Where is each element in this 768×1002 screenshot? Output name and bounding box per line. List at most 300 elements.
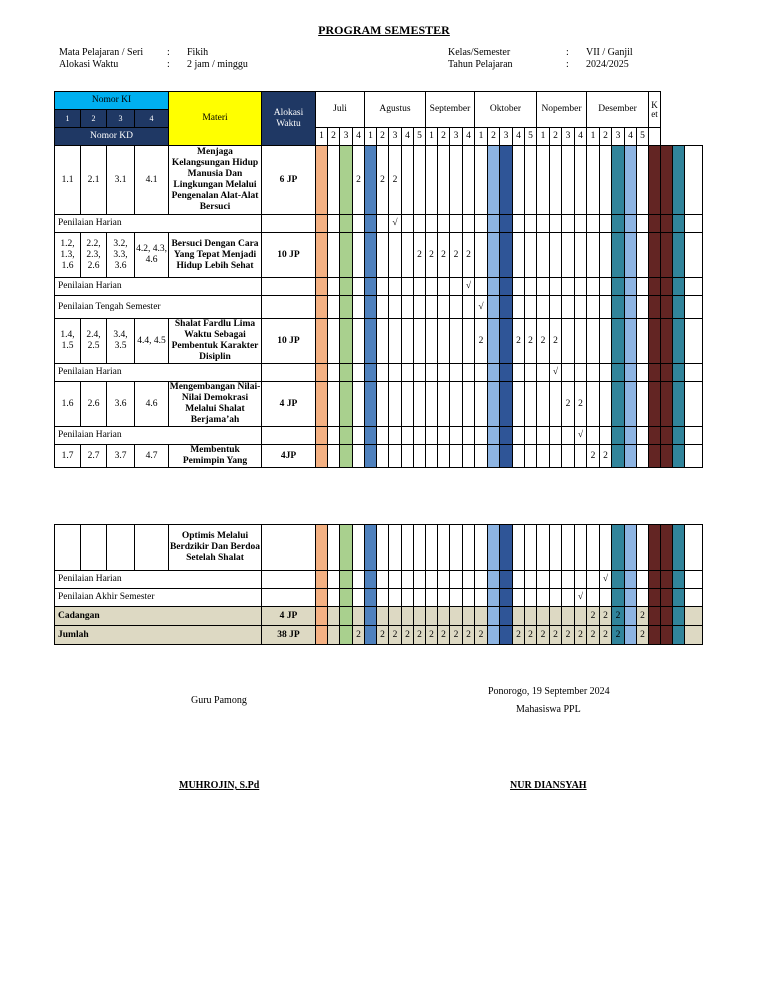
week-cell xyxy=(513,364,525,382)
week-cell xyxy=(673,278,685,296)
jp-mark: 2 xyxy=(537,319,550,364)
week-cell xyxy=(661,626,673,645)
week-cell xyxy=(575,571,587,589)
week-cell xyxy=(316,445,328,468)
week-cell xyxy=(328,364,340,382)
week-cell xyxy=(475,589,488,607)
ket-cell xyxy=(685,146,703,215)
week-number: 2 xyxy=(488,128,500,146)
week-cell xyxy=(575,525,587,571)
week-cell xyxy=(562,319,575,364)
jp-mark: 2 xyxy=(587,607,600,626)
assessment-check: √ xyxy=(600,571,612,589)
week-cell xyxy=(340,382,353,427)
week-cell xyxy=(562,364,575,382)
week-cell xyxy=(488,445,500,468)
week-cell xyxy=(525,607,537,626)
week-cell xyxy=(649,445,661,468)
week-cell xyxy=(537,445,550,468)
week-cell xyxy=(488,589,500,607)
week-cell xyxy=(661,233,673,278)
week-cell xyxy=(513,278,525,296)
week-cell xyxy=(500,146,513,215)
week-cell xyxy=(377,215,389,233)
place-date: Ponorogo, 19 September 2024 xyxy=(488,686,610,697)
week-cell xyxy=(673,607,685,626)
week-cell xyxy=(340,215,353,233)
week-cell xyxy=(637,589,649,607)
week-cell xyxy=(661,215,673,233)
week-cell xyxy=(500,525,513,571)
week-cell xyxy=(389,382,402,427)
week-cell xyxy=(500,589,513,607)
week-cell xyxy=(637,296,649,319)
week-cell xyxy=(365,427,377,445)
jp-mark: 2 xyxy=(450,626,463,645)
ket-cell xyxy=(685,626,703,645)
week-cell xyxy=(316,296,328,319)
week-cell xyxy=(463,427,475,445)
week-cell xyxy=(450,382,463,427)
week-cell xyxy=(637,364,649,382)
week-cell xyxy=(525,215,537,233)
week-cell xyxy=(402,278,414,296)
kd-number: 3.7 xyxy=(107,445,135,468)
week-cell xyxy=(365,525,377,571)
week-cell xyxy=(612,146,625,215)
week-cell xyxy=(328,146,340,215)
week-cell xyxy=(340,233,353,278)
week-cell xyxy=(661,296,673,319)
week-cell xyxy=(438,146,450,215)
week-cell xyxy=(389,427,402,445)
week-cell xyxy=(450,278,463,296)
week-cell xyxy=(637,278,649,296)
week-cell xyxy=(500,278,513,296)
week-cell xyxy=(328,626,340,645)
week-cell xyxy=(377,445,389,468)
week-cell xyxy=(661,589,673,607)
week-cell xyxy=(575,278,587,296)
week-cell xyxy=(562,296,575,319)
week-cell xyxy=(426,589,438,607)
ket-cell xyxy=(685,607,703,626)
week-cell xyxy=(365,146,377,215)
week-cell xyxy=(340,319,353,364)
kd-number: 2.6 xyxy=(81,382,107,427)
kd-number: 3.4, 3.5 xyxy=(107,319,135,364)
week-cell xyxy=(328,382,340,427)
week-cell xyxy=(488,278,500,296)
week-cell xyxy=(463,319,475,364)
assessment-check: √ xyxy=(550,364,562,382)
right-role: Mahasiswa PPL xyxy=(516,704,581,715)
week-cell xyxy=(414,525,426,571)
ket-cell xyxy=(685,382,703,427)
week-cell xyxy=(649,146,661,215)
kd-number xyxy=(107,525,135,571)
week-cell xyxy=(525,146,537,215)
week-cell xyxy=(475,233,488,278)
ket-cell xyxy=(685,427,703,445)
left-signatory-name: MUHROJIN, S.Pd xyxy=(179,780,260,791)
week-number: 2 xyxy=(600,128,612,146)
ket-cell xyxy=(685,525,703,571)
week-cell xyxy=(600,319,612,364)
week-cell xyxy=(550,215,562,233)
week-cell xyxy=(340,296,353,319)
info-sep: : xyxy=(566,59,569,70)
alokasi-cell xyxy=(262,364,316,382)
week-cell xyxy=(587,571,600,589)
info-left xyxy=(59,47,248,71)
summary-label: Jumlah xyxy=(55,626,262,645)
week-cell xyxy=(661,278,673,296)
week-cell xyxy=(353,525,365,571)
week-cell xyxy=(353,571,365,589)
week-cell xyxy=(340,571,353,589)
week-cell xyxy=(673,319,685,364)
week-number: 3 xyxy=(612,128,625,146)
week-cell xyxy=(365,319,377,364)
week-cell xyxy=(389,278,402,296)
month-header: Desember xyxy=(587,92,649,128)
week-cell xyxy=(414,571,426,589)
week-cell xyxy=(587,319,600,364)
week-number: 3 xyxy=(450,128,463,146)
week-cell xyxy=(649,215,661,233)
week-cell xyxy=(562,233,575,278)
week-cell xyxy=(450,296,463,319)
week-cell xyxy=(316,146,328,215)
jp-mark: 2 xyxy=(575,626,587,645)
week-cell xyxy=(340,525,353,571)
week-cell xyxy=(377,607,389,626)
assessment-label: Penilaian Tengah Semester xyxy=(55,296,262,319)
week-cell xyxy=(438,364,450,382)
month-header: Juli xyxy=(316,92,365,128)
week-cell xyxy=(328,607,340,626)
week-cell xyxy=(402,319,414,364)
materi-cell: Bersuci Dengan Cara Yang Tepat Menjadi Hidup Lebih Sehat xyxy=(169,233,262,278)
week-cell xyxy=(389,589,402,607)
week-cell xyxy=(475,525,488,571)
week-cell xyxy=(340,427,353,445)
week-cell xyxy=(316,571,328,589)
week-cell xyxy=(402,215,414,233)
week-cell xyxy=(365,571,377,589)
week-cell xyxy=(438,278,450,296)
jp-mark: 2 xyxy=(513,626,525,645)
ket-cell xyxy=(685,571,703,589)
week-cell xyxy=(463,445,475,468)
materi-cell: Mengembangan Nilai-Nilai Demokrasi Melalui Shalat Berjama’ah xyxy=(169,382,261,425)
week-cell xyxy=(438,427,450,445)
jp-mark: 2 xyxy=(525,626,537,645)
alokasi-header: Alokasi Waktu xyxy=(262,92,316,146)
week-cell xyxy=(587,364,600,382)
assessment-check: √ xyxy=(475,296,488,319)
week-cell xyxy=(426,319,438,364)
jp-mark: 2 xyxy=(463,626,475,645)
ket-cell xyxy=(685,233,703,278)
kd-number: 1.4, 1.5 xyxy=(55,319,81,364)
week-cell xyxy=(612,278,625,296)
week-cell xyxy=(414,445,426,468)
week-cell xyxy=(353,589,365,607)
jp-mark: 2 xyxy=(438,233,450,278)
week-cell xyxy=(463,146,475,215)
jp-mark: 2 xyxy=(612,607,625,626)
week-number: 5 xyxy=(525,128,537,146)
week-cell xyxy=(426,364,438,382)
week-cell xyxy=(328,278,340,296)
alokasi-cell: 10 JP xyxy=(262,319,316,364)
kd-number: 4.7 xyxy=(135,445,169,468)
week-cell xyxy=(649,525,661,571)
week-cell xyxy=(377,364,389,382)
week-cell xyxy=(625,382,637,427)
kd-number: 1.2, 1.3, 1.6 xyxy=(55,233,81,278)
week-cell xyxy=(438,382,450,427)
alokasi-cell xyxy=(262,278,316,296)
jp-mark: 2 xyxy=(537,626,550,645)
kd-number: 4.1 xyxy=(135,146,169,215)
assessment-check: √ xyxy=(463,278,475,296)
week-cell xyxy=(463,215,475,233)
week-cell xyxy=(673,296,685,319)
week-cell xyxy=(661,146,673,215)
week-cell xyxy=(450,589,463,607)
week-cell xyxy=(475,215,488,233)
week-cell xyxy=(575,319,587,364)
week-cell xyxy=(463,589,475,607)
jp-mark: 2 xyxy=(600,445,612,468)
week-cell xyxy=(426,146,438,215)
info-label: Alokasi Waktu xyxy=(59,59,119,70)
month-header: Oktober xyxy=(475,92,537,128)
week-cell xyxy=(537,215,550,233)
week-cell xyxy=(637,215,649,233)
assessment-label: Penilaian Harian xyxy=(55,215,262,233)
week-cell xyxy=(649,571,661,589)
week-cell xyxy=(402,427,414,445)
week-number: 1 xyxy=(426,128,438,146)
month-header: Agustus xyxy=(365,92,426,128)
week-cell xyxy=(550,589,562,607)
week-number: 2 xyxy=(377,128,389,146)
week-cell xyxy=(661,319,673,364)
week-cell xyxy=(426,215,438,233)
week-cell xyxy=(488,626,500,645)
week-cell xyxy=(537,571,550,589)
week-cell xyxy=(537,525,550,571)
assessment-label: Penilaian Harian xyxy=(55,364,262,382)
week-cell xyxy=(402,364,414,382)
week-cell xyxy=(673,382,685,427)
week-cell xyxy=(525,296,537,319)
week-cell xyxy=(377,278,389,296)
week-cell xyxy=(562,445,575,468)
week-cell xyxy=(649,233,661,278)
week-cell xyxy=(525,382,537,427)
week-cell xyxy=(328,319,340,364)
week-cell xyxy=(316,589,328,607)
week-cell xyxy=(550,278,562,296)
week-cell xyxy=(365,233,377,278)
week-cell xyxy=(377,296,389,319)
week-cell xyxy=(513,571,525,589)
week-cell xyxy=(438,445,450,468)
week-cell xyxy=(575,607,587,626)
jp-mark: 2 xyxy=(389,626,402,645)
page-title: PROGRAM SEMESTER xyxy=(318,23,450,37)
week-cell xyxy=(500,319,513,364)
week-cell xyxy=(587,427,600,445)
week-cell xyxy=(575,146,587,215)
week-cell xyxy=(426,571,438,589)
week-cell xyxy=(414,589,426,607)
week-cell xyxy=(475,427,488,445)
week-cell xyxy=(513,296,525,319)
week-cell xyxy=(500,427,513,445)
info-value: VII / Ganjil xyxy=(586,47,633,58)
materi-cell: Menjaga Kelangsungan Hidup Manusia Dan Lingkungan Melalui Pengenalan Alat-Alat Bersuci xyxy=(169,146,262,215)
week-cell xyxy=(365,445,377,468)
month-header: Nopember xyxy=(537,92,587,128)
week-cell xyxy=(488,146,500,215)
ki-number: 1 xyxy=(55,110,81,128)
week-cell xyxy=(562,427,575,445)
week-cell xyxy=(649,278,661,296)
jp-mark: 2 xyxy=(450,233,463,278)
week-cell xyxy=(500,382,513,427)
week-cell xyxy=(488,607,500,626)
summary-alokasi: 38 JP xyxy=(262,626,316,645)
week-cell xyxy=(625,278,637,296)
week-cell xyxy=(513,427,525,445)
kd-number: 4.6 xyxy=(135,382,169,427)
jp-mark: 2 xyxy=(525,319,537,364)
info-value: Fikih xyxy=(187,47,209,58)
week-number: 4 xyxy=(463,128,475,146)
week-cell xyxy=(550,382,562,427)
week-cell xyxy=(600,427,612,445)
week-cell xyxy=(353,278,365,296)
ket-cell xyxy=(685,278,703,296)
info-sep: : xyxy=(566,47,569,58)
jp-mark: 2 xyxy=(414,233,426,278)
week-cell xyxy=(625,364,637,382)
week-cell xyxy=(488,319,500,364)
week-cell xyxy=(525,427,537,445)
week-cell xyxy=(438,319,450,364)
week-cell xyxy=(438,589,450,607)
week-cell xyxy=(550,296,562,319)
nomor-ki-header: Nomor KI xyxy=(55,92,169,110)
week-cell xyxy=(587,146,600,215)
week-cell xyxy=(587,233,600,278)
kd-number: 3.6 xyxy=(107,382,135,427)
week-cell xyxy=(513,589,525,607)
week-cell xyxy=(475,364,488,382)
week-cell xyxy=(637,571,649,589)
week-cell xyxy=(389,233,402,278)
week-cell xyxy=(625,233,637,278)
week-cell xyxy=(575,445,587,468)
week-cell xyxy=(328,215,340,233)
week-cell xyxy=(637,233,649,278)
program-table xyxy=(54,91,703,468)
week-cell xyxy=(316,607,328,626)
ki-number: 2 xyxy=(81,110,107,128)
week-cell xyxy=(673,233,685,278)
alokasi-cell xyxy=(262,215,316,233)
week-cell xyxy=(475,382,488,427)
week-cell xyxy=(353,382,365,427)
week-cell xyxy=(316,278,328,296)
week-cell xyxy=(328,233,340,278)
week-cell xyxy=(340,445,353,468)
kd-number: 2.1 xyxy=(81,146,107,215)
week-cell xyxy=(637,525,649,571)
week-cell xyxy=(575,233,587,278)
week-cell xyxy=(328,589,340,607)
week-cell xyxy=(450,319,463,364)
week-number: 2 xyxy=(328,128,340,146)
week-cell xyxy=(587,215,600,233)
jp-mark: 2 xyxy=(414,626,426,645)
week-cell xyxy=(365,215,377,233)
week-cell xyxy=(353,296,365,319)
alokasi-cell xyxy=(262,589,316,607)
week-cell xyxy=(328,427,340,445)
week-number: 1 xyxy=(587,128,600,146)
jp-mark: 2 xyxy=(600,607,612,626)
week-cell xyxy=(625,571,637,589)
week-cell xyxy=(537,296,550,319)
week-cell xyxy=(340,607,353,626)
week-cell xyxy=(353,427,365,445)
week-cell xyxy=(426,296,438,319)
week-cell xyxy=(316,233,328,278)
week-cell xyxy=(562,215,575,233)
week-cell xyxy=(463,525,475,571)
week-cell xyxy=(438,215,450,233)
week-cell xyxy=(612,296,625,319)
week-cell xyxy=(328,296,340,319)
week-cell xyxy=(402,382,414,427)
week-cell xyxy=(414,319,426,364)
alokasi-cell xyxy=(262,427,316,445)
materi-header: Materi xyxy=(169,92,262,146)
week-cell xyxy=(340,278,353,296)
week-cell xyxy=(649,364,661,382)
week-cell xyxy=(414,215,426,233)
week-cell xyxy=(562,146,575,215)
assessment-label: Penilaian Akhir Semester xyxy=(55,589,262,607)
ket-cell xyxy=(685,296,703,319)
week-cell xyxy=(438,525,450,571)
kd-number: 1.6 xyxy=(55,382,81,427)
week-cell xyxy=(673,215,685,233)
week-cell xyxy=(438,607,450,626)
nomor-kd-header: Nomor KD xyxy=(55,128,169,146)
week-cell xyxy=(625,607,637,626)
week-cell xyxy=(365,364,377,382)
week-cell xyxy=(661,382,673,427)
info-label: Mata Pelajaran / Seri xyxy=(59,47,144,58)
